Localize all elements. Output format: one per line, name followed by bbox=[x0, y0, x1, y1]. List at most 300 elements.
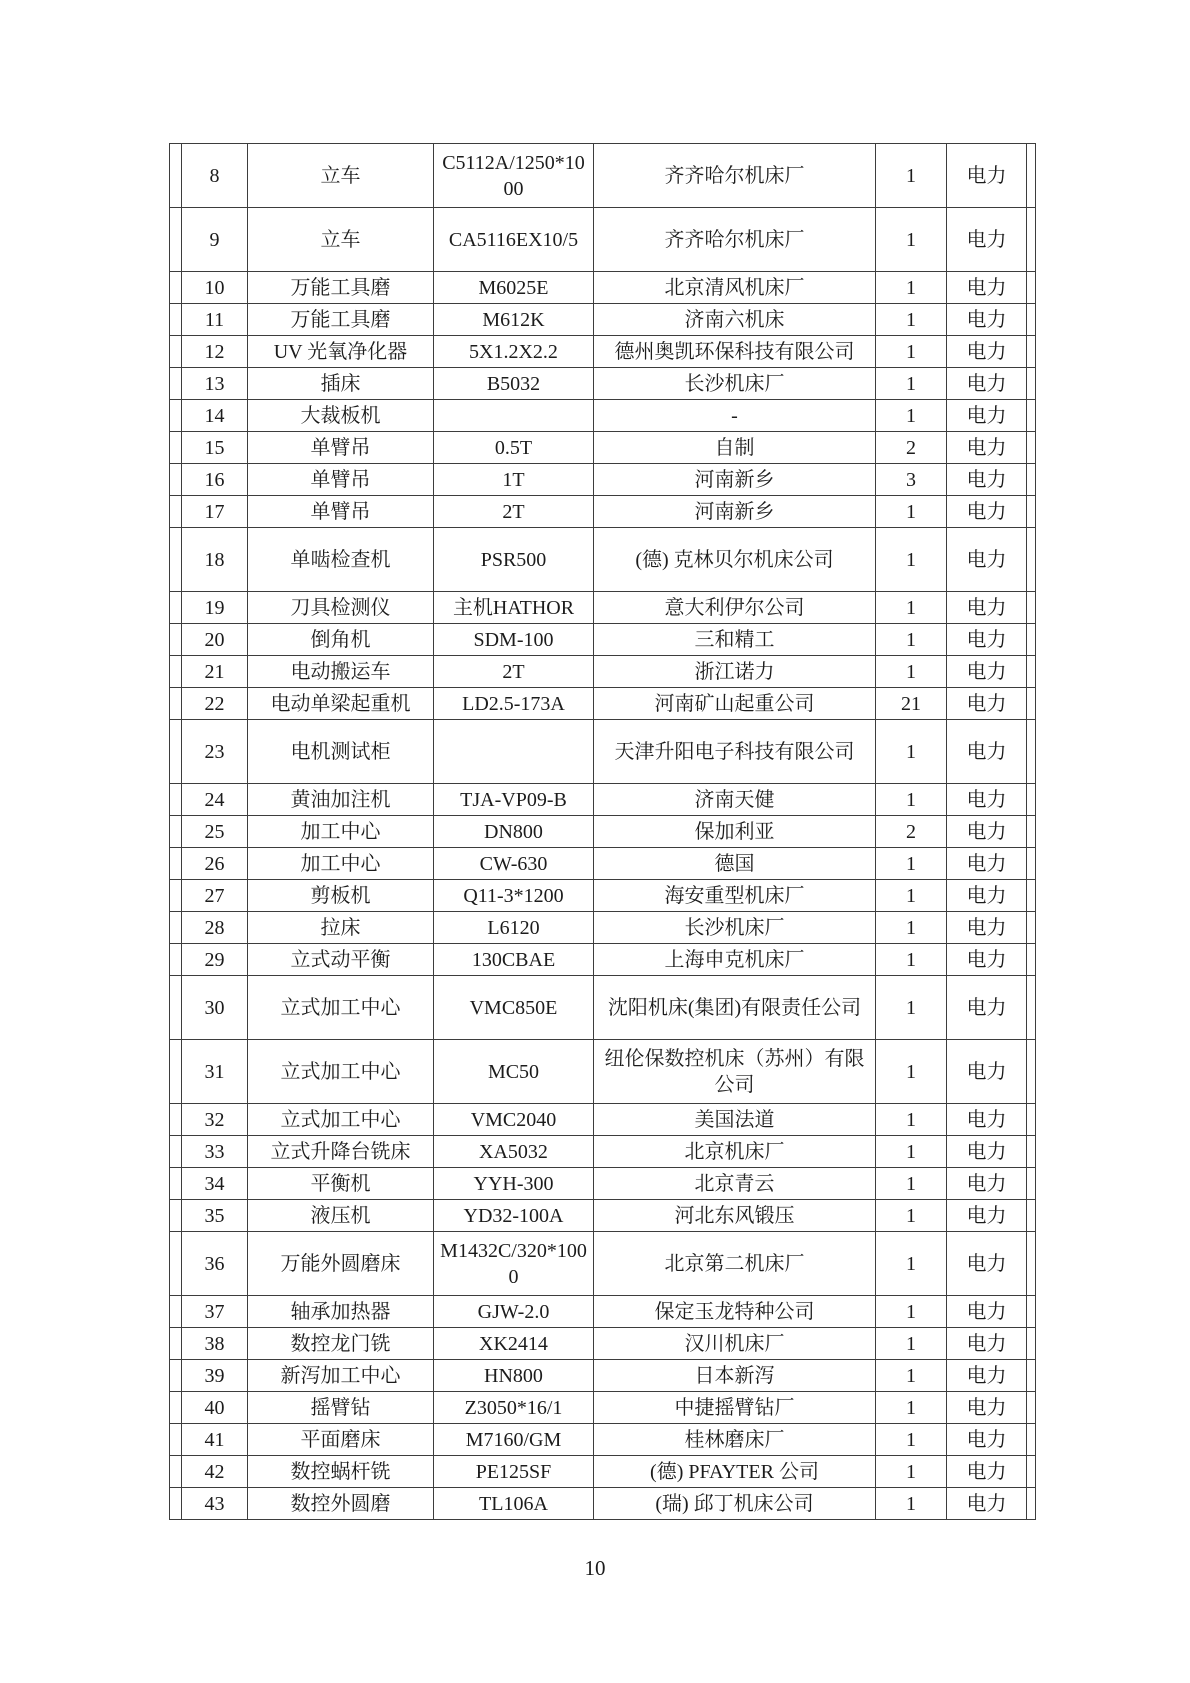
cell-power-type: 电力 bbox=[947, 816, 1027, 848]
cell-spacer-left bbox=[170, 1200, 182, 1232]
table-row bbox=[170, 1456, 1036, 1488]
cell-equipment-name: 插床 bbox=[248, 368, 434, 400]
cell-equipment-name: 大裁板机 bbox=[248, 400, 434, 432]
cell-power-type: 电力 bbox=[947, 304, 1027, 336]
cell-manufacturer: (德) PFAYTER 公司 bbox=[594, 1456, 876, 1488]
cell-power-type: 电力 bbox=[947, 1232, 1027, 1296]
cell-manufacturer: 保加利亚 bbox=[594, 816, 876, 848]
cell-quantity: 1 bbox=[876, 592, 947, 624]
cell-manufacturer: (瑞) 邱丁机床公司 bbox=[594, 1488, 876, 1520]
cell-serial-number: 21 bbox=[182, 656, 248, 688]
table-row bbox=[170, 1328, 1036, 1360]
cell-power-type: 电力 bbox=[947, 208, 1027, 272]
cell-spacer-left bbox=[170, 1488, 182, 1520]
table-row bbox=[170, 1232, 1036, 1296]
cell-quantity: 1 bbox=[876, 1328, 947, 1360]
cell-model: VMC2040 bbox=[434, 1104, 594, 1136]
cell-power-type: 电力 bbox=[947, 496, 1027, 528]
cell-model: M1432C/320*1000 bbox=[434, 1232, 594, 1296]
table-row bbox=[170, 592, 1036, 624]
cell-quantity: 1 bbox=[876, 1296, 947, 1328]
cell-equipment-name: 万能工具磨 bbox=[248, 272, 434, 304]
cell-serial-number: 41 bbox=[182, 1424, 248, 1456]
cell-power-type: 电力 bbox=[947, 880, 1027, 912]
cell-spacer-left bbox=[170, 688, 182, 720]
cell-quantity: 1 bbox=[876, 1104, 947, 1136]
cell-spacer-left bbox=[170, 496, 182, 528]
cell-manufacturer: 北京青云 bbox=[594, 1168, 876, 1200]
cell-power-type: 电力 bbox=[947, 144, 1027, 208]
cell-spacer-left bbox=[170, 208, 182, 272]
cell-quantity: 1 bbox=[876, 944, 947, 976]
cell-model: M612K bbox=[434, 304, 594, 336]
table-row bbox=[170, 1392, 1036, 1424]
table-row bbox=[170, 464, 1036, 496]
cell-model: LD2.5-173A bbox=[434, 688, 594, 720]
cell-spacer-left bbox=[170, 784, 182, 816]
cell-quantity: 21 bbox=[876, 688, 947, 720]
cell-power-type: 电力 bbox=[947, 1296, 1027, 1328]
table-row bbox=[170, 720, 1036, 784]
cell-power-type: 电力 bbox=[947, 592, 1027, 624]
cell-spacer-right bbox=[1027, 1488, 1036, 1520]
cell-power-type: 电力 bbox=[947, 1488, 1027, 1520]
cell-spacer-right bbox=[1027, 624, 1036, 656]
cell-power-type: 电力 bbox=[947, 720, 1027, 784]
cell-equipment-name: 数控龙门铣 bbox=[248, 1328, 434, 1360]
cell-manufacturer: 长沙机床厂 bbox=[594, 912, 876, 944]
table-row bbox=[170, 272, 1036, 304]
table-row bbox=[170, 304, 1036, 336]
cell-spacer-right bbox=[1027, 496, 1036, 528]
cell-manufacturer: 河南新乡 bbox=[594, 496, 876, 528]
cell-equipment-name: 万能外圆磨床 bbox=[248, 1232, 434, 1296]
cell-quantity: 1 bbox=[876, 368, 947, 400]
cell-equipment-name: 轴承加热器 bbox=[248, 1296, 434, 1328]
cell-spacer-left bbox=[170, 336, 182, 368]
equipment-table bbox=[169, 143, 1036, 1520]
cell-quantity: 1 bbox=[876, 304, 947, 336]
table-row bbox=[170, 688, 1036, 720]
table-row bbox=[170, 496, 1036, 528]
cell-power-type: 电力 bbox=[947, 912, 1027, 944]
cell-model: TJA-VP09-B bbox=[434, 784, 594, 816]
cell-spacer-right bbox=[1027, 208, 1036, 272]
cell-spacer-left bbox=[170, 720, 182, 784]
cell-model: GJW-2.0 bbox=[434, 1296, 594, 1328]
cell-serial-number: 37 bbox=[182, 1296, 248, 1328]
table-row bbox=[170, 944, 1036, 976]
cell-model: XK2414 bbox=[434, 1328, 594, 1360]
cell-serial-number: 9 bbox=[182, 208, 248, 272]
cell-model: YYH-300 bbox=[434, 1168, 594, 1200]
cell-manufacturer: 北京第二机床厂 bbox=[594, 1232, 876, 1296]
cell-spacer-left bbox=[170, 944, 182, 976]
table-row bbox=[170, 336, 1036, 368]
cell-serial-number: 43 bbox=[182, 1488, 248, 1520]
table-row bbox=[170, 1360, 1036, 1392]
cell-model: Z3050*16/1 bbox=[434, 1392, 594, 1424]
cell-spacer-right bbox=[1027, 272, 1036, 304]
page-number: 10 bbox=[584, 1556, 606, 1580]
cell-serial-number: 23 bbox=[182, 720, 248, 784]
cell-equipment-name: 单臂吊 bbox=[248, 496, 434, 528]
cell-equipment-name: 立式加工中心 bbox=[248, 976, 434, 1040]
cell-quantity: 1 bbox=[876, 144, 947, 208]
cell-quantity: 1 bbox=[876, 1040, 947, 1104]
cell-manufacturer: 浙江诺力 bbox=[594, 656, 876, 688]
cell-spacer-left bbox=[170, 592, 182, 624]
cell-serial-number: 11 bbox=[182, 304, 248, 336]
cell-serial-number: 20 bbox=[182, 624, 248, 656]
cell-manufacturer: 沈阳机床(集团)有限责任公司 bbox=[594, 976, 876, 1040]
cell-serial-number: 27 bbox=[182, 880, 248, 912]
cell-quantity: 1 bbox=[876, 624, 947, 656]
table-row bbox=[170, 1488, 1036, 1520]
table-row bbox=[170, 880, 1036, 912]
cell-quantity: 2 bbox=[876, 816, 947, 848]
cell-power-type: 电力 bbox=[947, 1040, 1027, 1104]
cell-spacer-left bbox=[170, 880, 182, 912]
cell-power-type: 电力 bbox=[947, 1424, 1027, 1456]
cell-spacer-right bbox=[1027, 848, 1036, 880]
cell-spacer-right bbox=[1027, 464, 1036, 496]
cell-spacer-left bbox=[170, 400, 182, 432]
cell-equipment-name: 电动单梁起重机 bbox=[248, 688, 434, 720]
cell-power-type: 电力 bbox=[947, 976, 1027, 1040]
cell-serial-number: 32 bbox=[182, 1104, 248, 1136]
cell-serial-number: 10 bbox=[182, 272, 248, 304]
cell-spacer-right bbox=[1027, 432, 1036, 464]
table-row bbox=[170, 208, 1036, 272]
cell-model: B5032 bbox=[434, 368, 594, 400]
cell-equipment-name: 平衡机 bbox=[248, 1168, 434, 1200]
cell-power-type: 电力 bbox=[947, 1168, 1027, 1200]
cell-quantity: 1 bbox=[876, 1200, 947, 1232]
cell-spacer-right bbox=[1027, 1104, 1036, 1136]
cell-manufacturer: 自制 bbox=[594, 432, 876, 464]
cell-model: VMC850E bbox=[434, 976, 594, 1040]
cell-model: 5X1.2X2.2 bbox=[434, 336, 594, 368]
cell-model: YD32-100A bbox=[434, 1200, 594, 1232]
cell-serial-number: 42 bbox=[182, 1456, 248, 1488]
cell-model bbox=[434, 400, 594, 432]
cell-spacer-right bbox=[1027, 1168, 1036, 1200]
cell-model: PSR500 bbox=[434, 528, 594, 592]
cell-power-type: 电力 bbox=[947, 464, 1027, 496]
cell-quantity: 1 bbox=[876, 720, 947, 784]
cell-manufacturer: 桂林磨床厂 bbox=[594, 1424, 876, 1456]
table-row bbox=[170, 1296, 1036, 1328]
cell-model: MC50 bbox=[434, 1040, 594, 1104]
cell-spacer-right bbox=[1027, 368, 1036, 400]
cell-serial-number: 12 bbox=[182, 336, 248, 368]
cell-spacer-right bbox=[1027, 880, 1036, 912]
cell-manufacturer: - bbox=[594, 400, 876, 432]
cell-power-type: 电力 bbox=[947, 368, 1027, 400]
cell-power-type: 电力 bbox=[947, 656, 1027, 688]
cell-serial-number: 8 bbox=[182, 144, 248, 208]
cell-serial-number: 15 bbox=[182, 432, 248, 464]
cell-spacer-right bbox=[1027, 592, 1036, 624]
cell-model: 2T bbox=[434, 656, 594, 688]
cell-quantity: 2 bbox=[876, 432, 947, 464]
cell-manufacturer: 济南六机床 bbox=[594, 304, 876, 336]
cell-equipment-name: 加工中心 bbox=[248, 848, 434, 880]
cell-equipment-name: 立式加工中心 bbox=[248, 1040, 434, 1104]
cell-power-type: 电力 bbox=[947, 1104, 1027, 1136]
cell-model: L6120 bbox=[434, 912, 594, 944]
table-row bbox=[170, 1040, 1036, 1104]
cell-spacer-right bbox=[1027, 784, 1036, 816]
cell-manufacturer: 齐齐哈尔机床厂 bbox=[594, 208, 876, 272]
cell-power-type: 电力 bbox=[947, 784, 1027, 816]
cell-equipment-name: 立车 bbox=[248, 208, 434, 272]
cell-equipment-name: 立式加工中心 bbox=[248, 1104, 434, 1136]
table-row bbox=[170, 432, 1036, 464]
cell-manufacturer: 纽伦保数控机床（苏州）有限公司 bbox=[594, 1040, 876, 1104]
cell-quantity: 1 bbox=[876, 1456, 947, 1488]
cell-manufacturer: 汉川机床厂 bbox=[594, 1328, 876, 1360]
table-row bbox=[170, 368, 1036, 400]
cell-equipment-name: 立车 bbox=[248, 144, 434, 208]
cell-spacer-right bbox=[1027, 944, 1036, 976]
cell-spacer-left bbox=[170, 848, 182, 880]
cell-spacer-left bbox=[170, 1104, 182, 1136]
cell-spacer-left bbox=[170, 1168, 182, 1200]
cell-equipment-name: 数控外圆磨 bbox=[248, 1488, 434, 1520]
cell-quantity: 1 bbox=[876, 336, 947, 368]
cell-equipment-name: 单啮检查机 bbox=[248, 528, 434, 592]
cell-equipment-name: 单臂吊 bbox=[248, 464, 434, 496]
table-row bbox=[170, 784, 1036, 816]
cell-equipment-name: 单臂吊 bbox=[248, 432, 434, 464]
cell-spacer-right bbox=[1027, 304, 1036, 336]
table-row bbox=[170, 1200, 1036, 1232]
cell-manufacturer: 德国 bbox=[594, 848, 876, 880]
cell-quantity: 1 bbox=[876, 784, 947, 816]
cell-spacer-right bbox=[1027, 816, 1036, 848]
cell-spacer-left bbox=[170, 528, 182, 592]
cell-spacer-right bbox=[1027, 720, 1036, 784]
cell-power-type: 电力 bbox=[947, 1136, 1027, 1168]
cell-spacer-right bbox=[1027, 1424, 1036, 1456]
cell-power-type: 电力 bbox=[947, 848, 1027, 880]
cell-power-type: 电力 bbox=[947, 432, 1027, 464]
cell-manufacturer: 北京机床厂 bbox=[594, 1136, 876, 1168]
cell-model: M6025E bbox=[434, 272, 594, 304]
cell-serial-number: 16 bbox=[182, 464, 248, 496]
cell-manufacturer: 上海申克机床厂 bbox=[594, 944, 876, 976]
cell-manufacturer: 美国法道 bbox=[594, 1104, 876, 1136]
cell-power-type: 电力 bbox=[947, 336, 1027, 368]
cell-power-type: 电力 bbox=[947, 944, 1027, 976]
cell-serial-number: 33 bbox=[182, 1136, 248, 1168]
cell-quantity: 1 bbox=[876, 496, 947, 528]
cell-spacer-right bbox=[1027, 976, 1036, 1040]
cell-spacer-left bbox=[170, 976, 182, 1040]
cell-model: 2T bbox=[434, 496, 594, 528]
cell-serial-number: 22 bbox=[182, 688, 248, 720]
cell-equipment-name: 平面磨床 bbox=[248, 1424, 434, 1456]
cell-power-type: 电力 bbox=[947, 1456, 1027, 1488]
cell-power-type: 电力 bbox=[947, 400, 1027, 432]
cell-model: SDM-100 bbox=[434, 624, 594, 656]
cell-spacer-right bbox=[1027, 1040, 1036, 1104]
table-row bbox=[170, 1136, 1036, 1168]
cell-spacer-left bbox=[170, 1392, 182, 1424]
table-row bbox=[170, 656, 1036, 688]
cell-serial-number: 18 bbox=[182, 528, 248, 592]
cell-serial-number: 31 bbox=[182, 1040, 248, 1104]
cell-spacer-right bbox=[1027, 1296, 1036, 1328]
cell-equipment-name: 万能工具磨 bbox=[248, 304, 434, 336]
cell-spacer-left bbox=[170, 1232, 182, 1296]
cell-serial-number: 38 bbox=[182, 1328, 248, 1360]
cell-serial-number: 39 bbox=[182, 1360, 248, 1392]
cell-serial-number: 13 bbox=[182, 368, 248, 400]
table-row bbox=[170, 848, 1036, 880]
cell-model: 0.5T bbox=[434, 432, 594, 464]
cell-model: Q11-3*1200 bbox=[434, 880, 594, 912]
cell-equipment-name: UV 光氧净化器 bbox=[248, 336, 434, 368]
cell-equipment-name: 电机测试柜 bbox=[248, 720, 434, 784]
cell-quantity: 1 bbox=[876, 208, 947, 272]
table-row bbox=[170, 1424, 1036, 1456]
table-row bbox=[170, 624, 1036, 656]
cell-spacer-right bbox=[1027, 1328, 1036, 1360]
cell-serial-number: 26 bbox=[182, 848, 248, 880]
cell-quantity: 1 bbox=[876, 1136, 947, 1168]
cell-quantity: 1 bbox=[876, 272, 947, 304]
cell-equipment-name: 黄油加注机 bbox=[248, 784, 434, 816]
cell-spacer-right bbox=[1027, 1456, 1036, 1488]
cell-manufacturer: 中捷摇臂钻厂 bbox=[594, 1392, 876, 1424]
cell-quantity: 1 bbox=[876, 400, 947, 432]
table-row bbox=[170, 144, 1036, 208]
cell-serial-number: 36 bbox=[182, 1232, 248, 1296]
cell-quantity: 1 bbox=[876, 1232, 947, 1296]
cell-manufacturer: 海安重型机床厂 bbox=[594, 880, 876, 912]
cell-spacer-right bbox=[1027, 1360, 1036, 1392]
cell-spacer-right bbox=[1027, 336, 1036, 368]
cell-model: DN800 bbox=[434, 816, 594, 848]
cell-spacer-left bbox=[170, 1040, 182, 1104]
cell-manufacturer: 河南新乡 bbox=[594, 464, 876, 496]
cell-model: CA5116EX10/5 bbox=[434, 208, 594, 272]
cell-quantity: 1 bbox=[876, 656, 947, 688]
cell-serial-number: 19 bbox=[182, 592, 248, 624]
cell-serial-number: 28 bbox=[182, 912, 248, 944]
cell-power-type: 电力 bbox=[947, 1328, 1027, 1360]
cell-spacer-right bbox=[1027, 400, 1036, 432]
cell-serial-number: 40 bbox=[182, 1392, 248, 1424]
cell-model: CW-630 bbox=[434, 848, 594, 880]
cell-spacer-left bbox=[170, 464, 182, 496]
cell-spacer-right bbox=[1027, 688, 1036, 720]
cell-spacer-left bbox=[170, 624, 182, 656]
cell-equipment-name: 加工中心 bbox=[248, 816, 434, 848]
cell-quantity: 1 bbox=[876, 1392, 947, 1424]
cell-power-type: 电力 bbox=[947, 1200, 1027, 1232]
cell-spacer-left bbox=[170, 816, 182, 848]
cell-quantity: 1 bbox=[876, 1360, 947, 1392]
cell-serial-number: 34 bbox=[182, 1168, 248, 1200]
table-row bbox=[170, 1104, 1036, 1136]
table-row bbox=[170, 528, 1036, 592]
cell-manufacturer: 意大利伊尔公司 bbox=[594, 592, 876, 624]
cell-equipment-name: 新泻加工中心 bbox=[248, 1360, 434, 1392]
cell-quantity: 1 bbox=[876, 880, 947, 912]
cell-power-type: 电力 bbox=[947, 272, 1027, 304]
cell-equipment-name: 剪板机 bbox=[248, 880, 434, 912]
cell-spacer-left bbox=[170, 144, 182, 208]
cell-manufacturer: 日本新泻 bbox=[594, 1360, 876, 1392]
cell-spacer-right bbox=[1027, 1200, 1036, 1232]
cell-manufacturer: 河南矿山起重公司 bbox=[594, 688, 876, 720]
cell-model: 130CBAE bbox=[434, 944, 594, 976]
cell-spacer-left bbox=[170, 1296, 182, 1328]
cell-model: C5112A/1250*1000 bbox=[434, 144, 594, 208]
cell-spacer-right bbox=[1027, 528, 1036, 592]
cell-manufacturer: 德州奥凯环保科技有限公司 bbox=[594, 336, 876, 368]
cell-spacer-left bbox=[170, 304, 182, 336]
cell-spacer-left bbox=[170, 912, 182, 944]
cell-model: TL106A bbox=[434, 1488, 594, 1520]
table-row bbox=[170, 976, 1036, 1040]
cell-serial-number: 29 bbox=[182, 944, 248, 976]
cell-spacer-left bbox=[170, 432, 182, 464]
cell-spacer-right bbox=[1027, 656, 1036, 688]
cell-equipment-name: 拉床 bbox=[248, 912, 434, 944]
cell-manufacturer: 三和精工 bbox=[594, 624, 876, 656]
cell-model: M7160/GM bbox=[434, 1424, 594, 1456]
cell-power-type: 电力 bbox=[947, 1360, 1027, 1392]
cell-manufacturer: 天津升阳电子科技有限公司 bbox=[594, 720, 876, 784]
cell-serial-number: 24 bbox=[182, 784, 248, 816]
cell-equipment-name: 立式动平衡 bbox=[248, 944, 434, 976]
cell-spacer-right bbox=[1027, 912, 1036, 944]
cell-equipment-name: 刀具检测仪 bbox=[248, 592, 434, 624]
cell-equipment-name: 电动搬运车 bbox=[248, 656, 434, 688]
cell-manufacturer: 济南天健 bbox=[594, 784, 876, 816]
cell-quantity: 1 bbox=[876, 976, 947, 1040]
cell-model: PE125SF bbox=[434, 1456, 594, 1488]
table-row bbox=[170, 816, 1036, 848]
cell-spacer-left bbox=[170, 1456, 182, 1488]
cell-quantity: 1 bbox=[876, 528, 947, 592]
cell-model bbox=[434, 720, 594, 784]
cell-equipment-name: 液压机 bbox=[248, 1200, 434, 1232]
table-row bbox=[170, 400, 1036, 432]
cell-spacer-left bbox=[170, 1136, 182, 1168]
cell-quantity: 1 bbox=[876, 1488, 947, 1520]
cell-manufacturer: 河北东风锻压 bbox=[594, 1200, 876, 1232]
cell-serial-number: 25 bbox=[182, 816, 248, 848]
cell-model: 1T bbox=[434, 464, 594, 496]
cell-manufacturer: (德) 克林贝尔机床公司 bbox=[594, 528, 876, 592]
cell-spacer-left bbox=[170, 656, 182, 688]
cell-serial-number: 14 bbox=[182, 400, 248, 432]
cell-spacer-left bbox=[170, 368, 182, 400]
cell-model: XA5032 bbox=[434, 1136, 594, 1168]
cell-power-type: 电力 bbox=[947, 1392, 1027, 1424]
cell-manufacturer: 保定玉龙特种公司 bbox=[594, 1296, 876, 1328]
cell-quantity: 1 bbox=[876, 912, 947, 944]
cell-model: 主机HATHOR bbox=[434, 592, 594, 624]
cell-equipment-name: 倒角机 bbox=[248, 624, 434, 656]
cell-spacer-right bbox=[1027, 144, 1036, 208]
